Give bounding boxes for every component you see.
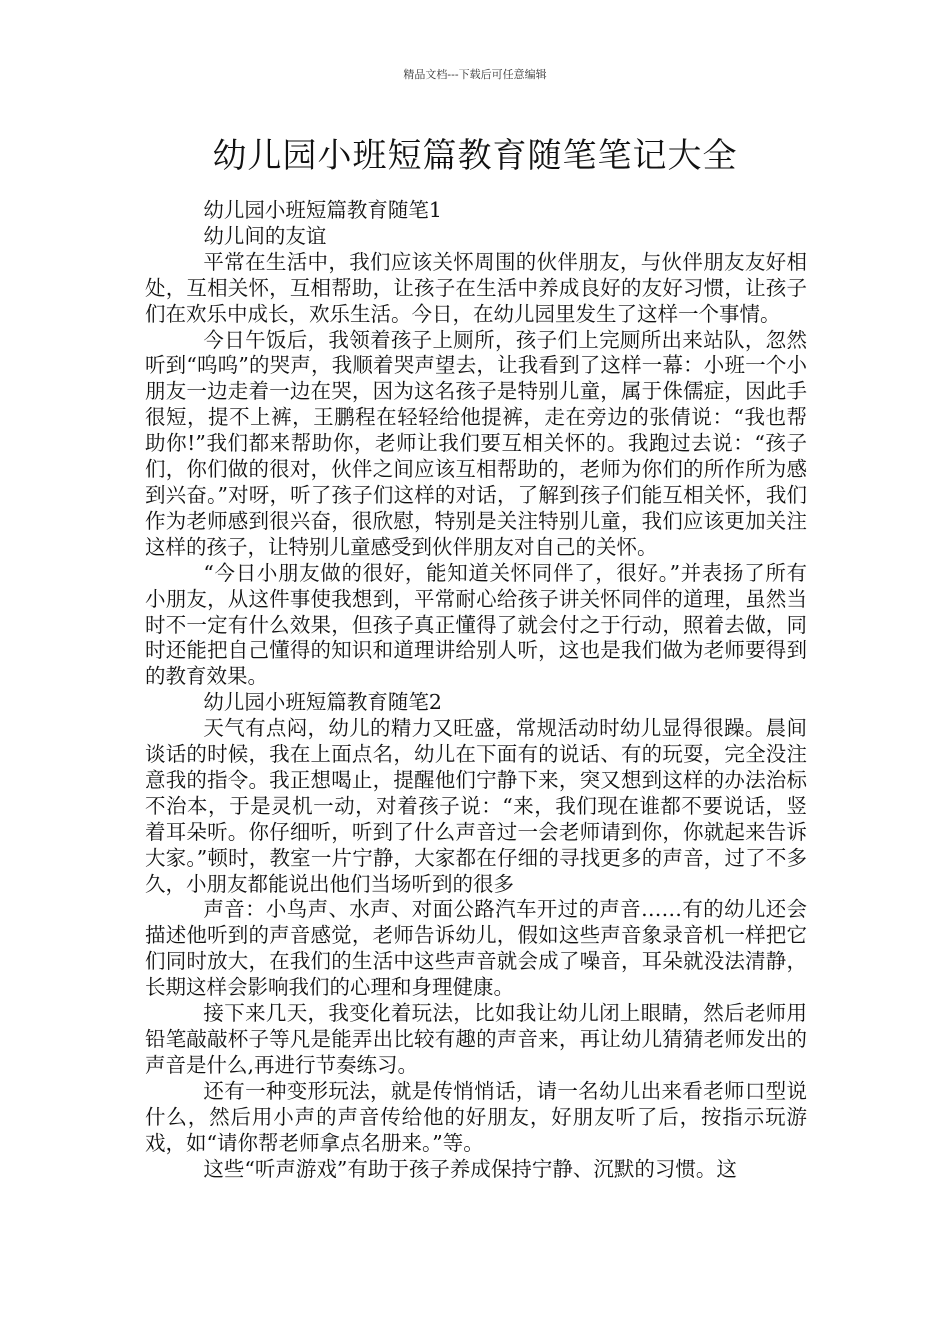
- body-paragraph: 今日午饭后，我领着孩子上厕所，孩子们上完厕所出来站队，忽然听到“呜呜”的哭声，我顺着哭声望去，让我看到了这样一幕：小班一个小朋友一边走着一边在哭，因为这名孩子是特别儿童，属于侏儒症，因此手很短，提不上裤，王鹏程在轻轻给他提裤，走在旁边的张倩说：“我也帮助你!”我们都来帮助你，老师让我们要互相关怀的。我跑过去说：“孩子们，你们做的很对，伙伴之间应该互相帮助的，老师为你们的所作所为感到兴奋。”对呀，听了孩子们这样的对话，了解到孩子们能互相关怀，我们作为老师感到很兴奋，很欣慰，特别是关注特别儿童，我们应该更加关注这样的孩子，让特别儿童感受到伙伴朋友对自己的关怀。: [145, 327, 807, 559]
- story-subtitle: 幼儿间的友谊: [203, 223, 327, 248]
- body-paragraph: 这些“听声游戏”有助于孩子养成保持宁静、沉默的习惯。这: [203, 1156, 737, 1181]
- body-paragraph: 天气有点闷，幼儿的精力又旺盛，常规活动时幼儿显得很躁。晨间谈话的时候，我在上面点名，幼儿在下面有的说话、有的玩耍，完全没注意我的指令。我正想喝止，提醒他们宁静下来，突又想到这样的办法治标不治本，于是灵机一动，对着孩子说：“来，我们现在谁都不要说话，竖着耳朵听。你仔细听，听到了什么声音过一会老师请到你，你就起来告诉大家。”顿时，教室一片宁静，大家都在仔细的寻找更多的声音，过了不多久，小朋友都能说出他们当场听到的很多: [145, 716, 807, 896]
- document-title: 幼儿园小班短篇教育随笔笔记大全: [212, 136, 738, 176]
- document-body: [145, 198, 807, 1182]
- document-header-note: 精品文档---下载后可任意编辑: [403, 68, 547, 81]
- body-paragraph: 平常在生活中，我们应该关怀周围的伙伴朋友，与伙伴朋友友好相处，互相关怀，互相帮助，让孩子在生活中养成良好的友好习惯，让孩子们在欢乐中成长，欢乐生活。今日，在幼儿园里发生了这样一个事情。: [145, 249, 807, 326]
- body-paragraph: 接下来几天，我变化着玩法，比如我让幼儿闭上眼睛，然后老师用铅笔敲敲杯子等凡是能弄出比较有趣的声音来，再让幼儿猜猜老师发出的声音是什么,再进行节奏练习。: [145, 1001, 807, 1077]
- body-paragraph: 还有一种变形玩法，就是传悄悄话，请一名幼儿出来看老师口型说什么，然后用小声的声音传给他的好朋友，好朋友听了后，按指示玩游戏，如“请你帮老师拿点名册来。”等。: [145, 1078, 807, 1155]
- body-paragraph: “今日小朋友做的很好，能知道关怀同伴了，很好。”并表扬了所有小朋友，从这件事使我想到，平常耐心给孩子讲关怀同伴的道理，虽然当时不一定有什么效果，但孩子真正懂得了就会付之于行动，照着去做，同时还能把自己懂得的知识和道理讲给别人听，这也是我们做为老师要得到的教育效果。: [145, 560, 807, 689]
- body-paragraph: 声音：小鸟声、水声、对面公路汽车开过的声音……有的幼儿还会描述他听到的声音感觉，老师告诉幼儿，假如这些声音象录音机一样把它们同时放大，在我们的生活中这些声音就会成了噪音，耳朵就没法清静，长期这样会影响我们的心理和身理健康。: [145, 897, 807, 1000]
- section-heading-2: 幼儿园小班短篇教育随笔2: [203, 690, 442, 715]
- section-heading-1: 幼儿园小班短篇教育随笔1: [203, 198, 442, 222]
